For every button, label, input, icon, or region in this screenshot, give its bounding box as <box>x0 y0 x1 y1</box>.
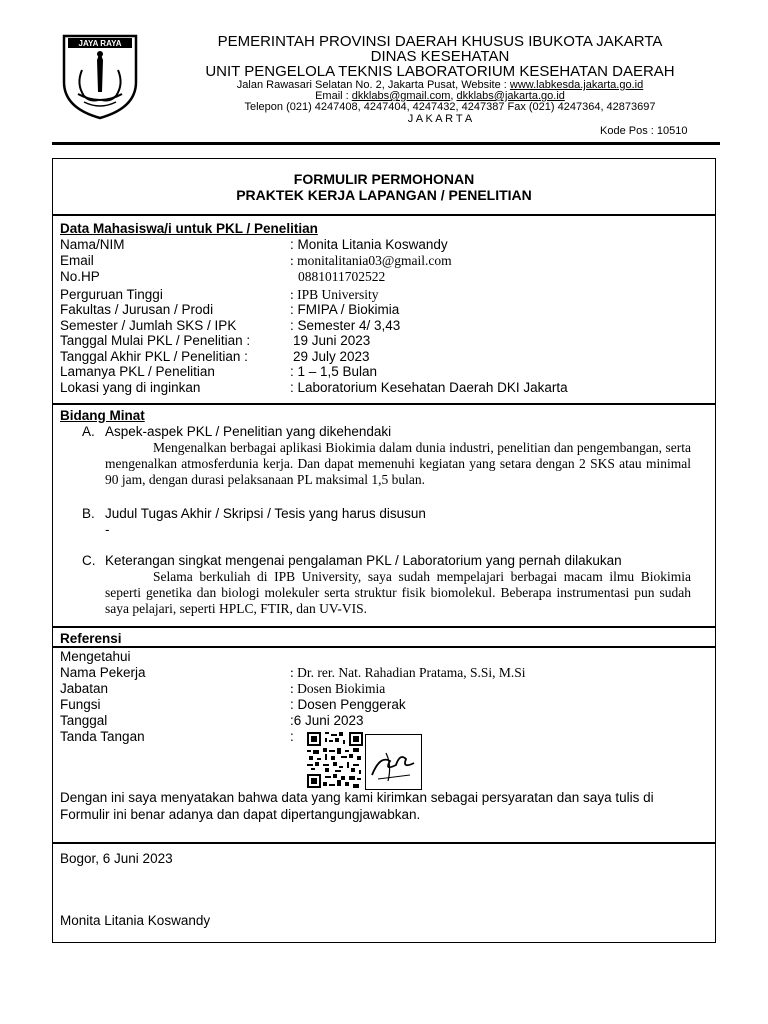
ref-label: Fungsi <box>60 697 101 712</box>
field-value: : IPB University <box>290 287 379 302</box>
item-title: Aspek-aspek PKL / Penelitian yang dikehendaki <box>105 424 392 439</box>
divider <box>52 214 715 216</box>
divider <box>52 646 715 648</box>
field-value: : Semester 4/ 3,43 <box>290 318 401 333</box>
field-label: Perguruan Tinggi <box>60 287 163 302</box>
field-value: 0881011702522 <box>298 269 386 284</box>
divider <box>52 626 715 628</box>
divider <box>52 403 715 405</box>
unit-title: UNIT PENGELOLA TEKNIS LABORATORIUM KESEHATAN DAERAH <box>205 63 675 80</box>
signer-name: Monita Litania Koswandy <box>60 913 211 928</box>
field-label: Lamanya PKL / Penelitian <box>60 364 215 379</box>
item-marker: A. <box>82 424 95 439</box>
field-label: Tanggal Akhir PKL / Penelitian : <box>60 349 248 364</box>
divider <box>52 842 715 844</box>
qr-code-icon <box>307 732 363 788</box>
field-label: Fakultas / Jurusan / Prodi <box>60 302 214 317</box>
postal-code: Kode Pos : 10510 <box>600 125 688 137</box>
referensi-heading: Referensi <box>60 631 122 646</box>
item-text: Mengenalkan berbagai aplikasi Biokimia dalam dunia industri, penelitian dan pengembangan, serta mengenalkan atmosferdunia kerja. Dan dapat memenuhi kegiatan yang setara dengan 2 SKS atau minimal 90 jam, dengan durasi pelaksanaan PL maksimal 1,5 bulan. <box>105 440 691 487</box>
bidang-heading: Bidang Minat <box>60 408 145 423</box>
field-label: Lokasi yang di inginkan <box>60 380 201 395</box>
ref-label: Jabatan <box>60 681 109 696</box>
field-label: Tanggal Mulai PKL / Penelitian : <box>60 333 251 348</box>
item-text: - <box>105 522 110 537</box>
address-text: Jalan Rawasari Selatan No. 2, Jakarta Pusat, Website : <box>236 79 510 91</box>
email-label: Email : <box>315 90 352 102</box>
item-title: Keterangan singkat mengenai pengalaman PKL / Laboratorium yang pernah dilakukan <box>105 553 622 568</box>
gov-title: PEMERINTAH PROVINSI DAERAH KHUSUS IBUKOTA JAKARTA <box>217 33 663 50</box>
item-marker: C. <box>82 553 96 568</box>
field-value: : monitalitania03@gmail.com <box>290 253 452 268</box>
signature-image <box>365 734 422 790</box>
field-value: 29 July 2023 <box>293 349 370 364</box>
field-label: Email <box>60 253 94 268</box>
email-link-2[interactable]: dkklabs@jakarta.go.id <box>456 90 565 102</box>
jaya-raya-logo <box>60 30 140 120</box>
ref-value: : Dosen Penggerak <box>290 697 406 712</box>
ref-label: Nama Pekerja <box>60 665 146 680</box>
email-separator: , <box>450 90 457 102</box>
declaration-text: Dengan ini saya menyatakan bahwa data yang kami kirimkan sebagai persyaratan dan saya tulis di Formulir ini benar adanya dan dapat dipertangungjawabkan. <box>60 790 654 822</box>
field-label: No.HP <box>60 269 100 284</box>
field-label: Nama/NIM <box>60 237 125 252</box>
item-text: Selama berkuliah di IPB University, saya sudah mempelajari berbagai macam ilmu Biokimia seperti genetika dan biologi molekuler serta struktur fisik biomolekul. Beberapa instrumentasi pun sudah saya pelajari, seperti HPLC, FTIR, dan UV-VIS. <box>105 569 691 616</box>
field-value: 19 Juni 2023 <box>293 333 371 348</box>
place-date: Bogor, 6 Juni 2023 <box>60 851 173 866</box>
ref-value: : Dosen Biokimia <box>290 681 386 696</box>
ref-value: : <box>290 729 294 744</box>
field-label: Semester / Jumlah SKS / IPK <box>60 318 237 333</box>
phone-line: Telepon (021) 4247408, 4247404, 4247432, 4247387 Fax (021) 4247364, 42873697 <box>244 101 656 113</box>
mengetahui-label: Mengetahui <box>60 649 131 664</box>
field-value: : FMIPA / Biokimia <box>290 302 400 317</box>
city-line: J A K A R T A <box>407 113 473 125</box>
email-link-1[interactable]: dkklabs@gmail.com <box>351 90 451 102</box>
logo-text: JAYA RAYA <box>78 39 122 48</box>
website-link[interactable]: www.labkesda.jakarta.go.id <box>509 79 644 91</box>
student-heading: Data Mahasiswa/i untuk PKL / Penelitian <box>60 221 318 236</box>
ref-value: : Dr. rer. Nat. Rahadian Pratama, S.Si, M.Si <box>290 665 526 680</box>
field-value: : Laboratorium Kesehatan Daerah DKI Jakarta <box>290 380 568 395</box>
item-title: Judul Tugas Akhir / Skripsi / Tesis yang harus disusun <box>105 506 426 521</box>
ref-label: Tanda Tangan <box>60 729 145 744</box>
field-value: : 1 – 1,5 Bulan <box>290 364 378 379</box>
item-marker: B. <box>82 506 95 521</box>
dept-title: DINAS KESEHATAN <box>370 48 510 65</box>
form-title-2: PRAKTEK KERJA LAPANGAN / PENELITIAN <box>236 187 532 203</box>
ref-value: :6 Juni 2023 <box>290 713 364 728</box>
form-title-1: FORMULIR PERMOHONAN <box>293 171 475 187</box>
field-value: : Monita Litania Koswandy <box>290 237 448 252</box>
ref-label: Tanggal <box>60 713 108 728</box>
letterhead-rule <box>52 142 720 145</box>
